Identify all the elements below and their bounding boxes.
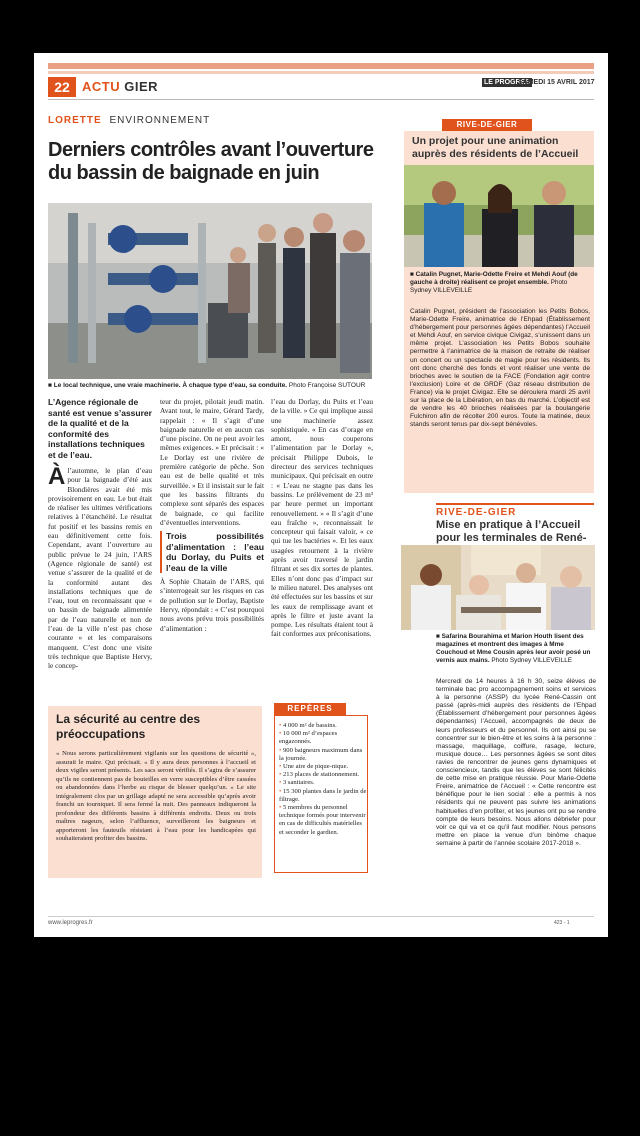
right2-caption-text: ■ Safarina Bourahima et Marion Houth lisent des magazines et montrent des images à Mme Couchoud et Mme Cousin après leur avoir posé un vernis aux mains.: [436, 633, 591, 664]
reperes-item: • 4 000 m² de bassins.: [279, 722, 367, 730]
machinery-photo-icon: [48, 203, 372, 379]
reperes-item: • 5 membres du personnel technique formés pour intervenir en cas de difficultés matérielles et seconder le gardien.: [279, 804, 367, 837]
reperes-list: [279, 722, 367, 837]
newspaper-page[interactable]: [34, 53, 608, 937]
dropcap: À: [48, 463, 66, 490]
footer-divider: [48, 916, 594, 917]
right1-title: Un projet pour une animation auprès des résidents de l’Accueil: [412, 135, 579, 160]
page-number: 22: [48, 77, 76, 97]
photo-caption: [48, 382, 378, 390]
right1-credit: Photo Sydney VILLEVEILLE: [410, 279, 568, 294]
right1-photo: [404, 165, 594, 267]
right1-caption: [410, 271, 590, 295]
col2b-text: À Sophie Chatain de l’ARS, qui s’interrogeait sur les risques en cas de pollution sur le Dorlay, Baptiste Hervy, répondait : « C’est pourquoi nous avons prévu trois possibilités d’alimentation :: [160, 577, 264, 633]
security-box: [48, 706, 262, 878]
newspaper-brand: LE PROGRES: [484, 79, 530, 86]
right-article-1: [404, 131, 594, 493]
security-title: La sécurité au centre des préoccupations: [56, 712, 201, 741]
reperes-tag: REPÈRES: [274, 703, 346, 715]
col2a-text: teur du projet, pilotait jeudi matin. Avant tout, le maire, Gérard Tardy, rappelait : « Il s’agit d’une baignade naturelle et en aucun cas d’une piscine. On ne peut avoir les mêmes exigences. » Et précisait : « Le Dorlay est une rivière de première catégorie de pêche. Son eau est de belle qualité et très surveillée. » Et il insistait sur le fait que les bassins filtrants du complexe sont séparés des espaces de baignade, ce qui facilite d’éventuelles interventions.: [160, 397, 264, 527]
right1-text: Catalin Pugnet, président de l’association les Petits Bobos, Marie-Odette Freire, animatrice de l’Ehpad (Établissement d’hébergement pour personnes âgées dépendantes) l’Accueil et Mehdi Aouf, en service civique Civigaz, s’unissent dans un même projet. L’association les Petits Bobos souhaite permettre à l’animatrice de la maison de retraite de réaliser un concert ou un spectacle de magie pour les résidents. Ils ont donc cherché des fonds et vont réaliser une vente de brioches avec le soutien de la FACE (Fondation agir contre l’exclusion) Loire et de GRDF (Gaz réseau distribution de France) via le projet Civigaz. Elle se déroulera mardi 25 avril sur la place de la Libération, en bas du marché. L’objectif est de vendre les 40 brioches réalisées par la boulangerie Fulchiron afin de récolter 200 euros. Toute la matinée, deux stands seront tenus par dix-sept bénévoles.: [410, 308, 590, 429]
right2-text: Mercredi de 14 heures à 16 h 30, seize élèves de terminale bac pro accompagnement soins et services à la personne (ASSP) du lycée René-Cassin ont passé (après-midi auprès des résidents de l’Ehpad (Établissement d’hébergement pour personnes âgées dépendantes) l’Accueil, accompagnés de deux de leurs professeurs et du personnel. Ils ont ainsi pu se concentrer sur le bien-être et les soins à la personne : massage, maquillage, coiffure, rasage, lecture, musique douce… Les personnes âgées se sont dites ravies de rencontrer de jeunes gens dynamiques et consciencieux, tandis que les élèves se sont félicités de cette mise en pratique réussie. Pour Marie-Odette Freire, animatrice de l’Accueil : « Cette rencontre est bénéfique pour le lien social : elle a permis à nos résidents qui ne peuvent pas suivre les animations habituelles d’en profiter, et les jeunes ont pu se rendre compte de leurs besoins. Nous allons débriefer pour voir ce qui va et ce qu’il faut modifier. Nous pensons mettre en place la venue d’un binôme chaque semaine à partir de l’année scolaire 2017-2018 ».: [436, 678, 596, 847]
reperes-item: • 15 300 plantes dans le jardin de filtrage.: [279, 788, 367, 804]
issue-date: SAMEDI 15 AVRIL 2017: [518, 79, 595, 86]
article-column-2: [160, 397, 264, 703]
security-text: « Nous serons particulièrement vigilants sur les questions de sécurité », assurait le maire. Qui précisait. « Il y aura deux personnes à l’accueil et deux vigiles seront présents. Les sacs seront vérifiés. Il s’agira de s’assurer qu’ils ne contiennent pas de bouteilles en verre susceptibles d’être cassées ou abandonnées dans l’herbe au risque de blesser quelqu’un. » Le site intégralement clos par un grillage adapté ne sera accessible qu’après avoir franchi un tourniquet. Il sera fermé la nuit. Des panneaux indiqueront la profondeur des différents bassins à différents endroits. Deux ou trois maîtres nageurs, selon l’affluence, surveilleront les baigneurs et apporteront les fauteuils résistant à l’eau pour les handicapées qui souhaiteraient profiter des bassins.: [56, 750, 256, 842]
reperes-item: • 900 baigneurs maximum dans la journée.: [279, 747, 367, 763]
reperes-box: [274, 715, 368, 873]
article-subhead: Trois possibilités d’alimentation : l’eau du Dorlay, du Puits et l’eau de la ville: [160, 531, 264, 573]
right2-caption: [436, 633, 596, 665]
article-headline: Derniers contrôles avant l’ouverture du bassin de baignade en juin: [48, 139, 374, 184]
kicker-topic: ENVIRONNEMENT: [109, 115, 211, 126]
header-bar: [48, 63, 594, 69]
header-bar-light: [48, 71, 594, 74]
article-body-1: [48, 463, 152, 671]
reperes-item: • 3 sanitaires.: [279, 779, 367, 787]
article-photo: [48, 203, 372, 379]
caption-credit: Photo Françoise SUTOUR: [288, 382, 366, 389]
section-actu: ACTU: [82, 79, 121, 94]
right2-divider: [436, 503, 594, 505]
right1-caption-text: ■ Catalin Pugnet, Marie-Odette Freire et Mehdi Aouf (de gauche à droite) réalisent ce projet ensemble.: [410, 271, 578, 286]
kicker-place: LORETTE: [48, 115, 102, 126]
footer-code: 423 - 1: [554, 920, 570, 926]
group-photo-icon: [404, 165, 594, 267]
reperes-item: • 10 000 m² d’espaces engazonnés.: [279, 730, 367, 746]
right2-credit: Photo Sydney VILLEVEILLE: [491, 657, 573, 664]
reperes-item: • 213 places de stationnement.: [279, 771, 367, 779]
footer-site: www.leprogres.fr: [48, 920, 93, 926]
article-column-3: [271, 397, 373, 701]
students-photo-icon: [401, 545, 595, 630]
right1-tag: RIVE-DE-GIER: [442, 119, 532, 131]
article-kicker: [48, 115, 210, 126]
right2-title: Mise en pratique à l’Accueil pour les terminales de René-: [436, 519, 587, 544]
section-title: [82, 79, 158, 94]
reperes-item: • Une aire de pique-nique.: [279, 763, 367, 771]
header-divider: [48, 99, 594, 100]
section-gier: GIER: [124, 79, 159, 94]
right2-photo: [401, 545, 595, 630]
right2-kicker: RIVE-DE-GIER: [436, 507, 517, 518]
caption-text: ■ Le local technique, une vraie machinerie. À chaque type d’eau, sa conduite.: [48, 382, 288, 389]
article-lead: L’Agence régionale de santé est venue s’assurer de la qualité et de la conformité des installations techniques et de l’eau.: [48, 397, 152, 460]
col3-text: l’eau du Dorlay, du Puits et l’eau de la ville. » Ce qui implique aussi une machinerie assez sophistiquée. « En cas d’orage en amont, nous couperons l’alimentation par le Dorlay », précisait Philippe Dubois, le directeur des services techniques municipaux. Qui précisait en outre : « L’eau ne stagne pas dans les bassins. Le prélèvement de 23 m³ par heure permet un important renouvellement. » « Il s’agit d’une eau fraîche », reconnaissait le concepteur qui faisait valoir, « ce qui tue les bactéries ». Et les eaux usagées retournent à la rivière après avoir traversé le jardin filtrant et ses dix sortes de plantes. Elles n’ont donc pas d’impact sur le milieu naturel. Des analyses ont été effectuées sur les bassins et sur les eaux de remplissage avant et après le filtre et juste avant la pompe. Les résultats étaient tout à fait conformes aux préconisations.: [271, 397, 373, 639]
article-column-1: [48, 397, 152, 703]
col1-text: l’automne, le plan d’eau pour la baignade d’été aux Blondières avait été mis provisoirement en eau. Le but était de réaliser les ultimes vérifications relatives à l’étanchéité. Le résultat fut positif et les bassins remis en eau définitivement cette fois. Cependant, avant l’ouverture au public prévue le 24 juin, l’ARS (Agence régionale de santé) est venue s’assurer de la qualité et de la conformité autant des installations techniques que de l’eau, tout en reconnaissant que « un bassin de baignade alimentée par de l’eau naturelle et non de l’eau de la ville n’est pas chose courante » et les comparaisons manquent. C’est donc une visite très technique que Baptiste Hervy, le concep-: [48, 466, 152, 671]
